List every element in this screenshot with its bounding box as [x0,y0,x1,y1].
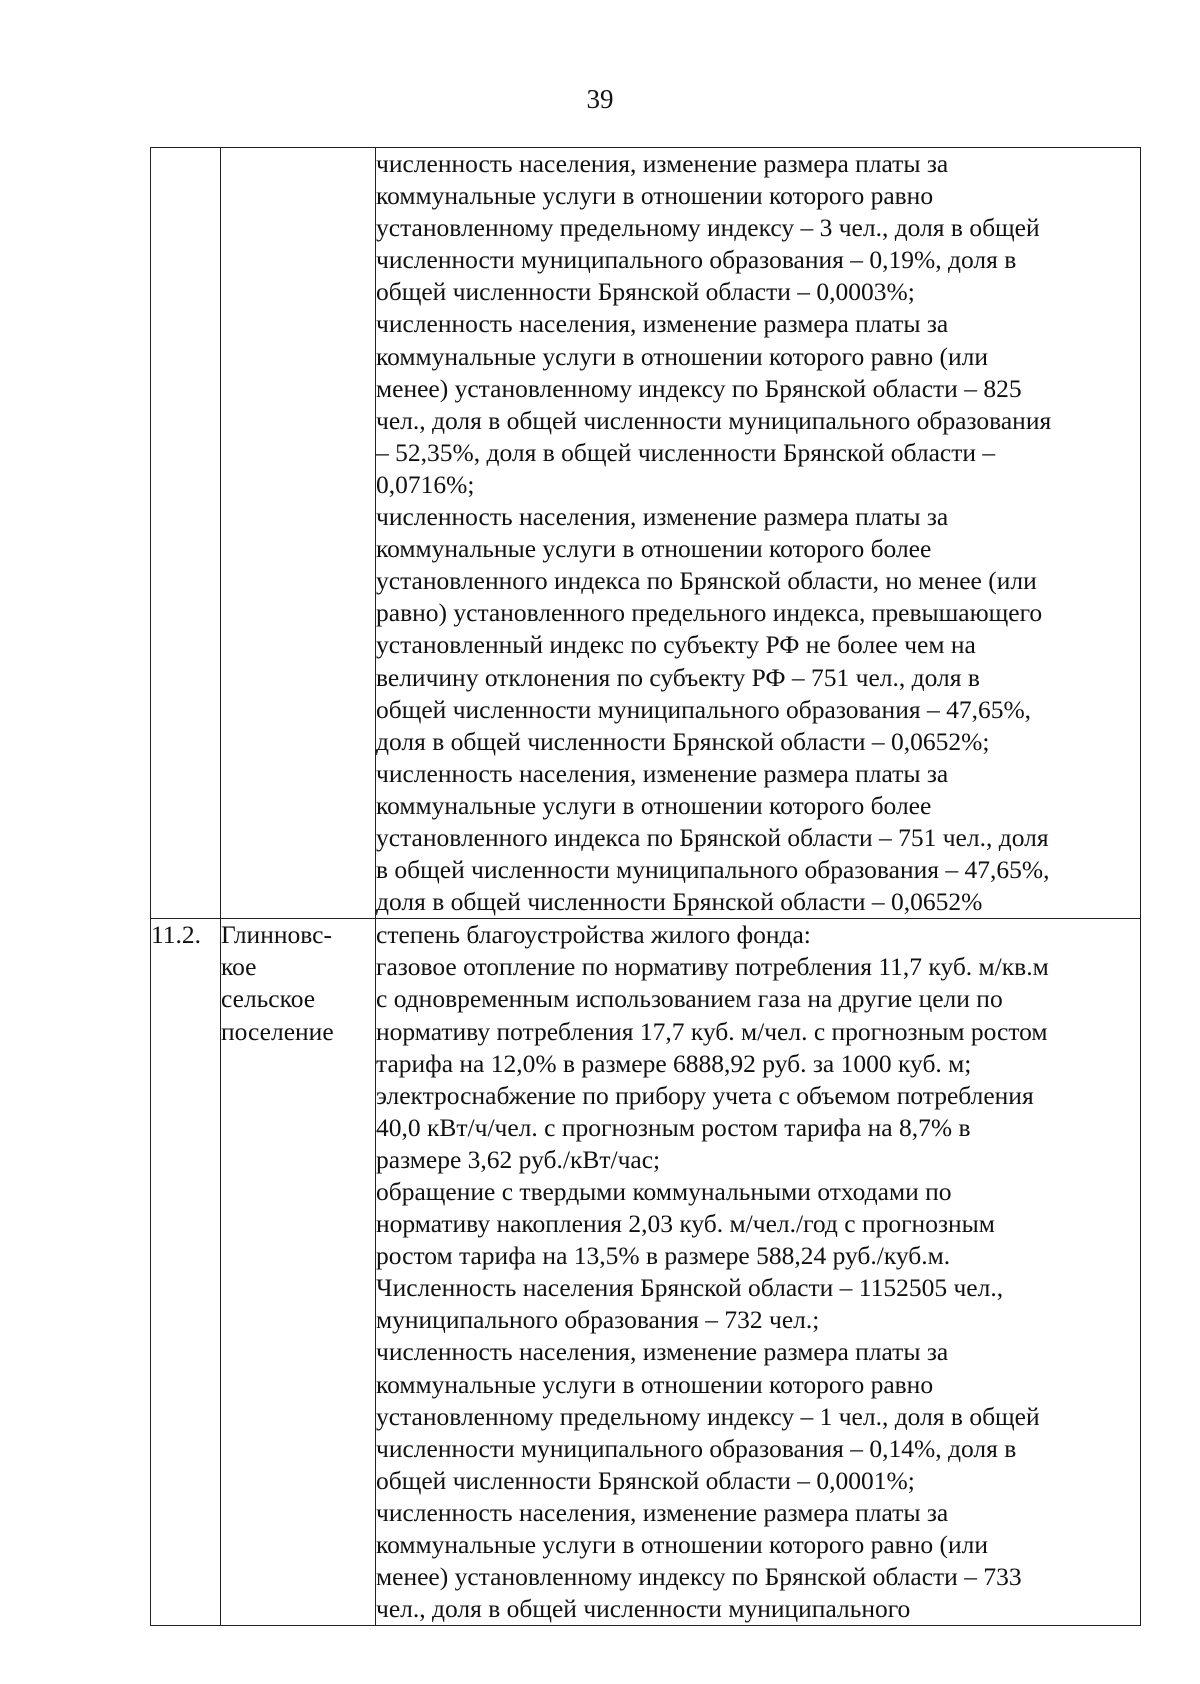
text-line: ростом тарифа на 13,5% в размере 588,24 руб./куб.м. [376,1241,951,1271]
text-line: с одновременным использованием газа на другие цели по [376,984,1003,1014]
text-line: муниципального образования – 732 чел.; [376,1305,820,1335]
description-cell [376,919,1141,1626]
page-number: 39 [586,84,614,114]
text-line: газовое отопление по нормативу потребления 11,7 куб. м/кв.м [376,952,1049,982]
text-line: коммунальные услуги в отношении которого равно [376,1369,934,1399]
text-line: чел., доля в общей численности муниципального [376,1594,911,1624]
text-line: кое [221,952,257,982]
text-line: менее) установленному индексу по Брянской области – 825 [376,373,1022,403]
text-line: обращение с твердыми коммунальными отходами по [376,1177,952,1206]
text-line: численность населения, изменение размера платы за [376,149,949,178]
description-cell [376,148,1141,919]
text-line: 40,0 кВт/ч/чел. с прогнозным ростом тарифа на 8,7% в [376,1112,971,1142]
text-line: численность населения, изменение размера платы за [376,309,949,339]
text-line: численность населения, изменение размера платы за [376,1497,949,1527]
text-line: общей численности Брянской области – 0,0003%; [376,277,915,307]
text-line: поселение [221,1016,334,1046]
row-number-cell [151,148,221,919]
text-line: общей численности Брянской области – 0,0001%; [376,1465,915,1495]
text-line: установленный индекс по субъекту РФ не более чем на [376,630,976,660]
row-number-cell: 11.2. [151,919,221,1626]
table-row [151,148,1141,919]
text-line: Численность населения Брянской области – 1152505 чел., [376,1273,1004,1303]
text-line: тарифа на 12,0% в размере 6888,92 руб. за 1000 куб. м; [376,1048,972,1078]
text-line: степень благоустройства жилого фонда: [376,920,811,950]
text-line: установленному предельному индексу – 1 чел., доля в общей [376,1401,1040,1431]
text-line: численность населения, изменение размера платы за [376,502,949,532]
text-line: – 52,35%, доля в общей численности Брянской области – [376,437,996,467]
text-line: менее) установленному индексу по Брянской области – 733 [376,1562,1022,1592]
text-line: нормативу потребления 17,7 куб. м/чел. с прогнозным ростом [376,1016,1048,1046]
text-line: общей численности муниципального образования – 47,65%, [376,694,1032,724]
text-line: коммунальные услуги в отношении которого равно (или [376,1530,988,1560]
text-line: в общей численности муниципального образования – 47,65%, [376,855,1050,885]
text-line: коммунальные услуги в отношении которого равно (или [376,341,988,371]
text-line: величину отклонения по субъекту РФ – 751 чел., доля в [376,662,980,692]
text-line: Глинновс- [221,920,332,950]
text-line: коммунальные услуги в отношении которого более [376,790,932,820]
text-line: сельское [221,984,316,1014]
text-line: коммунальные услуги в отношении которого равно [376,181,934,211]
municipality-name-cell [221,919,376,1626]
text-line: электроснабжение по прибору учета с объемом потребления [376,1080,1034,1110]
municipality-name-cell [221,148,376,919]
text-line: установленного индекса по Брянской области, но менее (или [376,566,1037,596]
text-line: размере 3,62 руб./кВт/час; [376,1144,661,1174]
document-table [150,147,1141,1626]
text-line: численности муниципального образования – 0,19%, доля в [376,245,1017,275]
text-line: установленному предельному индексу – 3 чел., доля в общей [376,213,1040,243]
text-line: коммунальные услуги в отношении которого более [376,534,932,564]
table-body [151,148,1141,1626]
text-line: доля в общей численности Брянской области – 0,0652%; [376,726,990,756]
text-line: численность населения, изменение размера платы за [376,1337,949,1367]
text-line: доля в общей численности Брянской области – 0,0652% [376,887,983,917]
text-line: 0,0716%; [376,469,475,499]
text-line: численности муниципального образования – 0,14%, доля в [376,1433,1017,1463]
text-line: чел., доля в общей численности муниципального образования [376,405,1052,435]
text-line: численность населения, изменение размера платы за [376,758,949,788]
table-row [151,919,1141,1626]
text-line: нормативу накопления 2,03 куб. м/чел./год с прогнозным [376,1209,995,1239]
text-line: равно) установленного предельного индекса, превышающего [376,598,1043,628]
text-line: установленного индекса по Брянской области – 751 чел., доля [376,822,1049,852]
